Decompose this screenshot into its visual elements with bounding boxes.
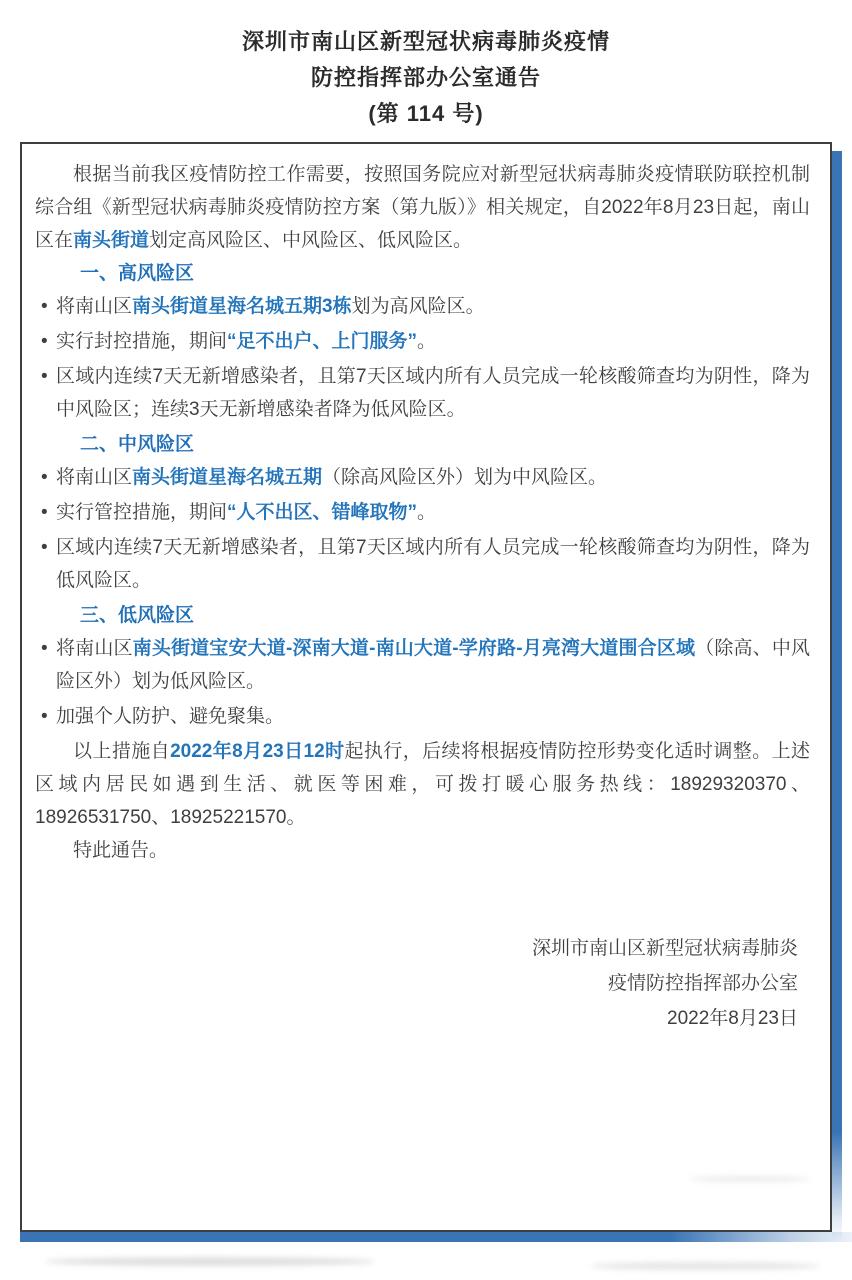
bullet-list	[35, 461, 810, 597]
highlight-text: “人不出区、错峰取物”	[227, 502, 418, 523]
title-line-2: 防控指挥部办公室通告	[310, 65, 541, 90]
title-line-number: (第 114 号)	[368, 101, 484, 126]
highlight-text: 2022年8月23日12时	[170, 741, 345, 762]
list-item	[35, 360, 810, 426]
text-run: 划为高风险区。	[351, 296, 485, 317]
text-run: 。	[417, 331, 437, 352]
highlight-text: 南头街道星海名城五期3栋	[132, 296, 352, 317]
text-run: 根据当前我区疫情防控工作需要，按照国务院应对新型冠状病毒肺炎疫情联防联控机制综合组《新型冠状病毒肺炎疫情防控方案（第九版）》相关规定，自2022年8月23日起，南山区在	[35, 164, 810, 251]
text-run: （除高风险区外）划为中风险区。	[322, 467, 608, 488]
bullet-list	[35, 632, 810, 733]
text-run: 将南山区	[56, 467, 133, 488]
section-heading: 一、高风险区	[80, 263, 195, 284]
text-run: 以上措施自	[73, 741, 171, 762]
list-item	[35, 290, 810, 323]
highlight-text: 南头街道宝安大道-深南大道-南山大道-学府路-月亮湾大道围合区域	[132, 638, 696, 659]
blue-shadow-right-bar	[832, 151, 842, 1241]
text-run: 区域内连续7天无新增感染者，且第7天区域内所有人员完成一轮核酸筛查均为阴性，降为低风险区。	[56, 537, 810, 591]
highlight-text: “足不出户、上门服务”	[227, 331, 418, 352]
text-run: 将南山区	[56, 638, 133, 659]
text-run: 实行管控措施，期间	[56, 502, 228, 523]
hereby-notice-line: 特此通告。	[73, 840, 169, 861]
document-title	[0, 0, 852, 132]
blue-shadow-bottom-bar	[20, 1232, 852, 1242]
text-run: （除高、中风险区外）划为低风险区。	[56, 638, 810, 692]
intro-paragraph	[35, 158, 810, 257]
sections	[35, 257, 810, 733]
signature-org-line-1: 深圳市南山区新型冠状病毒肺炎	[531, 938, 798, 959]
section-heading: 三、低风险区	[80, 605, 195, 626]
closing-paragraph	[35, 735, 810, 834]
text-run: 起执行，后续将根据疫情防控形势变化适时调整。上述区域内居民如遇到生活、就医等困难，可拨打暖心服务热线：18929320370、18926531750、18925221570。	[35, 741, 810, 828]
highlight-text: 南头街道	[73, 230, 150, 251]
signature-org-line-2: 疫情防控指挥部办公室	[607, 973, 798, 994]
scan-artifact	[590, 1262, 820, 1270]
notice-body-panel	[20, 142, 832, 1232]
list-item	[35, 325, 810, 358]
signature-date: 2022年8月23日	[667, 1008, 798, 1029]
signature-block	[35, 931, 810, 1036]
list-item	[35, 700, 810, 733]
list-item	[35, 461, 810, 494]
text-run: 实行封控措施，期间	[56, 331, 228, 352]
title-line-1: 深圳市南山区新型冠状病毒肺炎疫情	[241, 29, 610, 54]
scan-artifact	[45, 1257, 375, 1266]
text-run: 加强个人防护、避免聚集。	[56, 706, 285, 727]
section-heading: 二、中风险区	[80, 434, 195, 455]
text-run: 将南山区	[56, 296, 133, 317]
list-item	[35, 531, 810, 597]
list-item	[35, 632, 810, 698]
text-run: 。	[417, 502, 437, 523]
bullet-list	[35, 290, 810, 426]
highlight-text: 南头街道星海名城五期	[132, 467, 323, 488]
list-item	[35, 496, 810, 529]
text-run: 划定高风险区、中风险区、低风险区。	[149, 230, 473, 251]
text-run: 区域内连续7天无新增感染者，且第7天区域内所有人员完成一轮核酸筛查均为阴性，降为中风险区；连续3天无新增感染者降为低风险区。	[56, 366, 810, 420]
